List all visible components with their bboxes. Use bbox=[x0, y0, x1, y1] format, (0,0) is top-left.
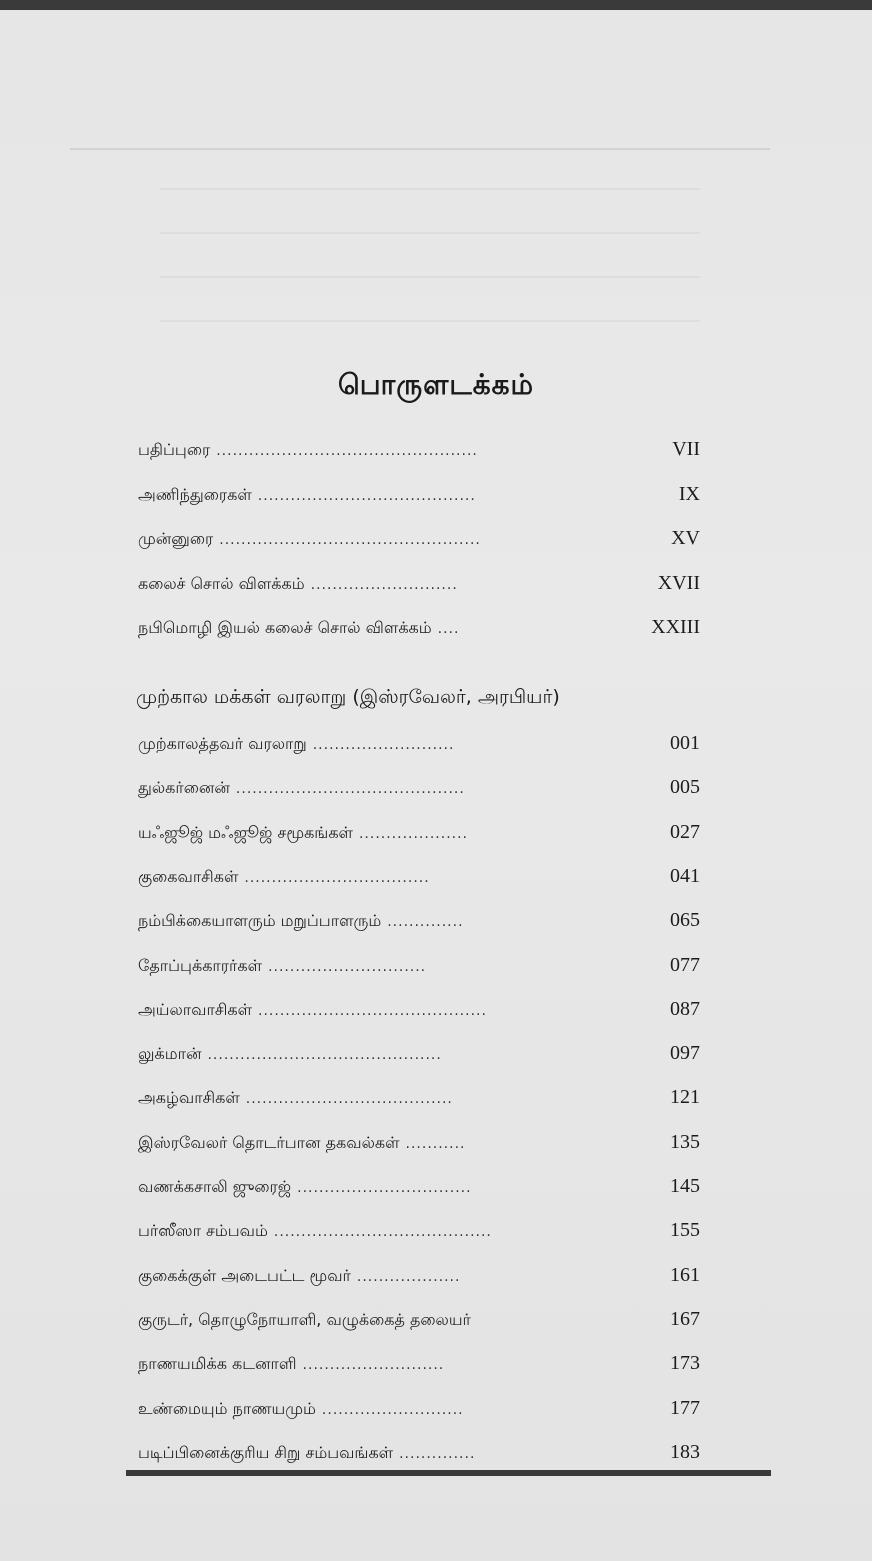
toc-leader-dots: .................... bbox=[358, 825, 468, 842]
toc-page-number: 027 bbox=[670, 820, 700, 843]
toc-page-number: 041 bbox=[670, 864, 700, 887]
toc-row bbox=[138, 865, 700, 895]
toc-leader-dots: ...................................... bbox=[245, 1091, 453, 1108]
toc-page-number: 001 bbox=[670, 732, 700, 754]
toc-page-number: 087 bbox=[670, 997, 700, 1020]
toc-leader-dots: .................................. bbox=[244, 869, 430, 886]
toc-leader-dots: ............................. bbox=[268, 958, 427, 975]
bleed-through-line bbox=[160, 232, 700, 234]
toc-row bbox=[138, 527, 700, 557]
toc-page-number: 177 bbox=[670, 1396, 700, 1419]
toc-entry-title: இஸ்ரவேலர் தொடர்பான தகவல்கள் bbox=[138, 1132, 400, 1152]
toc-row bbox=[138, 616, 700, 646]
toc-leader-dots: .......................... bbox=[321, 1401, 464, 1418]
bleed-through-line bbox=[160, 276, 700, 278]
bleed-through-header-rule bbox=[70, 148, 770, 150]
section-heading: முற்கால மக்கள் வரலாறு (இஸ்ரவேலர், அரபியர்) bbox=[136, 686, 560, 708]
toc-row bbox=[138, 776, 700, 806]
toc-page-number: 065 bbox=[670, 909, 700, 932]
bleed-through-line bbox=[160, 320, 700, 322]
toc-page-number: XVII bbox=[657, 571, 700, 594]
toc-entry-title: துல்கர்னைன் bbox=[138, 778, 230, 798]
toc-leader-dots: .......................... bbox=[312, 737, 455, 753]
toc-leader-dots: .......................................... bbox=[258, 1002, 487, 1019]
toc-page-number: 183 bbox=[670, 1440, 700, 1463]
toc-leader-dots: .......................... bbox=[302, 1357, 445, 1374]
toc-page-number: XV bbox=[671, 527, 700, 549]
toc-entry-title: அணிந்துரைகள் bbox=[138, 484, 252, 504]
toc-entry-title: குருடர், தொழுநோயாளி, வழுக்கைத் தலையர் bbox=[138, 1309, 471, 1329]
toc-entry-title: தோப்புக்காரர்கள் bbox=[138, 955, 263, 975]
toc-row bbox=[138, 1219, 700, 1249]
toc-row bbox=[138, 438, 700, 468]
toc-page-number: 167 bbox=[670, 1307, 700, 1330]
toc-entry-title: நபிமொழி இயல் கலைச் சொல் விளக்கம் bbox=[138, 618, 432, 637]
toc-entry-title: உண்மையும் நாணயமும் bbox=[138, 1398, 316, 1418]
toc-row bbox=[138, 1397, 700, 1427]
page-title: பொருளடக்கம் bbox=[337, 368, 535, 401]
book-page bbox=[0, 10, 872, 1561]
toc-row bbox=[138, 1352, 700, 1382]
toc-page-number: 173 bbox=[670, 1352, 700, 1375]
toc-leader-dots: ........................... bbox=[310, 576, 458, 593]
toc-page-number: 155 bbox=[670, 1219, 700, 1242]
toc-leader-dots: .............. bbox=[387, 914, 464, 931]
toc-entry-title: யஃஜூஜ் மஃஜூஜ் சமூகங்கள் bbox=[138, 822, 353, 842]
toc-page-number: XXIII bbox=[651, 616, 700, 638]
toc-entry-title: பதிப்புரை bbox=[138, 440, 211, 459]
toc-page-number: 005 bbox=[670, 776, 700, 799]
toc-entry-title: கலைச் சொல் விளக்கம் bbox=[138, 573, 305, 593]
toc-leader-dots: ........... bbox=[405, 1135, 466, 1152]
toc-leader-dots: .... bbox=[437, 621, 460, 637]
toc-entry-title: நம்பிக்கையாளரும் மறுப்பாளரும் bbox=[138, 911, 382, 931]
toc-entry-title: நாணயமிக்க கடனாளி bbox=[138, 1354, 297, 1374]
toc-row bbox=[138, 483, 700, 513]
toc-leader-dots: ........................................... bbox=[207, 1047, 442, 1064]
toc-row bbox=[138, 1086, 700, 1116]
toc-row bbox=[138, 1264, 700, 1294]
toc-row bbox=[138, 998, 700, 1028]
toc-row bbox=[138, 1131, 700, 1161]
toc-entry-title: அய்லாவாசிகள் bbox=[138, 999, 253, 1019]
toc-entry-title: அகழ்வாசிகள் bbox=[138, 1088, 240, 1108]
toc-leader-dots: ................................................ bbox=[219, 532, 481, 548]
toc-row bbox=[138, 732, 700, 762]
toc-leader-dots: .......................................... bbox=[235, 781, 465, 798]
bottom-rule bbox=[126, 1470, 771, 1476]
toc-row bbox=[138, 821, 700, 851]
toc-row bbox=[138, 1042, 700, 1072]
toc-entry-title: லுக்மான் bbox=[138, 1044, 202, 1064]
bleed-through-line bbox=[160, 188, 700, 190]
toc-page-number: 121 bbox=[670, 1086, 700, 1109]
toc-leader-dots: ................................................ bbox=[216, 443, 478, 459]
toc-page-number: VII bbox=[672, 438, 700, 460]
toc-page-number: 135 bbox=[670, 1130, 700, 1153]
toc-page-number: 077 bbox=[670, 953, 700, 976]
toc-entry-title: பர்ஸீஸா சம்பவம் bbox=[138, 1221, 268, 1241]
toc-entry-title: முற்காலத்தவர் வரலாறு bbox=[138, 734, 307, 753]
toc-leader-dots: .............. bbox=[399, 1445, 476, 1462]
toc-entry-title: குகைக்குள் அடைபட்ட மூவர் bbox=[138, 1265, 351, 1285]
toc-page-number: 097 bbox=[670, 1042, 700, 1065]
toc-row bbox=[138, 1175, 700, 1205]
toc-page-number: IX bbox=[678, 482, 700, 505]
toc-entry-title: வணக்கசாலி ஜுரைஜ் bbox=[138, 1177, 292, 1196]
toc-leader-dots: ........................................ bbox=[273, 1224, 492, 1241]
toc-row bbox=[138, 572, 700, 602]
toc-page-number: 145 bbox=[670, 1175, 700, 1197]
toc-leader-dots: ................................ bbox=[297, 1180, 472, 1196]
toc-entry-title: முன்னுரை bbox=[138, 529, 214, 548]
toc-row bbox=[138, 954, 700, 984]
toc-page-number: 161 bbox=[670, 1263, 700, 1286]
toc-entry-title: படிப்பினைக்குரிய சிறு சம்பவங்கள் bbox=[138, 1442, 394, 1462]
toc-leader-dots: ................... bbox=[356, 1268, 461, 1285]
toc-row bbox=[138, 1308, 700, 1338]
window-top-bar bbox=[0, 0, 872, 10]
toc-row bbox=[138, 909, 700, 939]
toc-leader-dots: ........................................ bbox=[257, 487, 476, 504]
toc-entry-title: குகைவாசிகள் bbox=[138, 866, 239, 886]
toc-row bbox=[138, 1441, 700, 1471]
